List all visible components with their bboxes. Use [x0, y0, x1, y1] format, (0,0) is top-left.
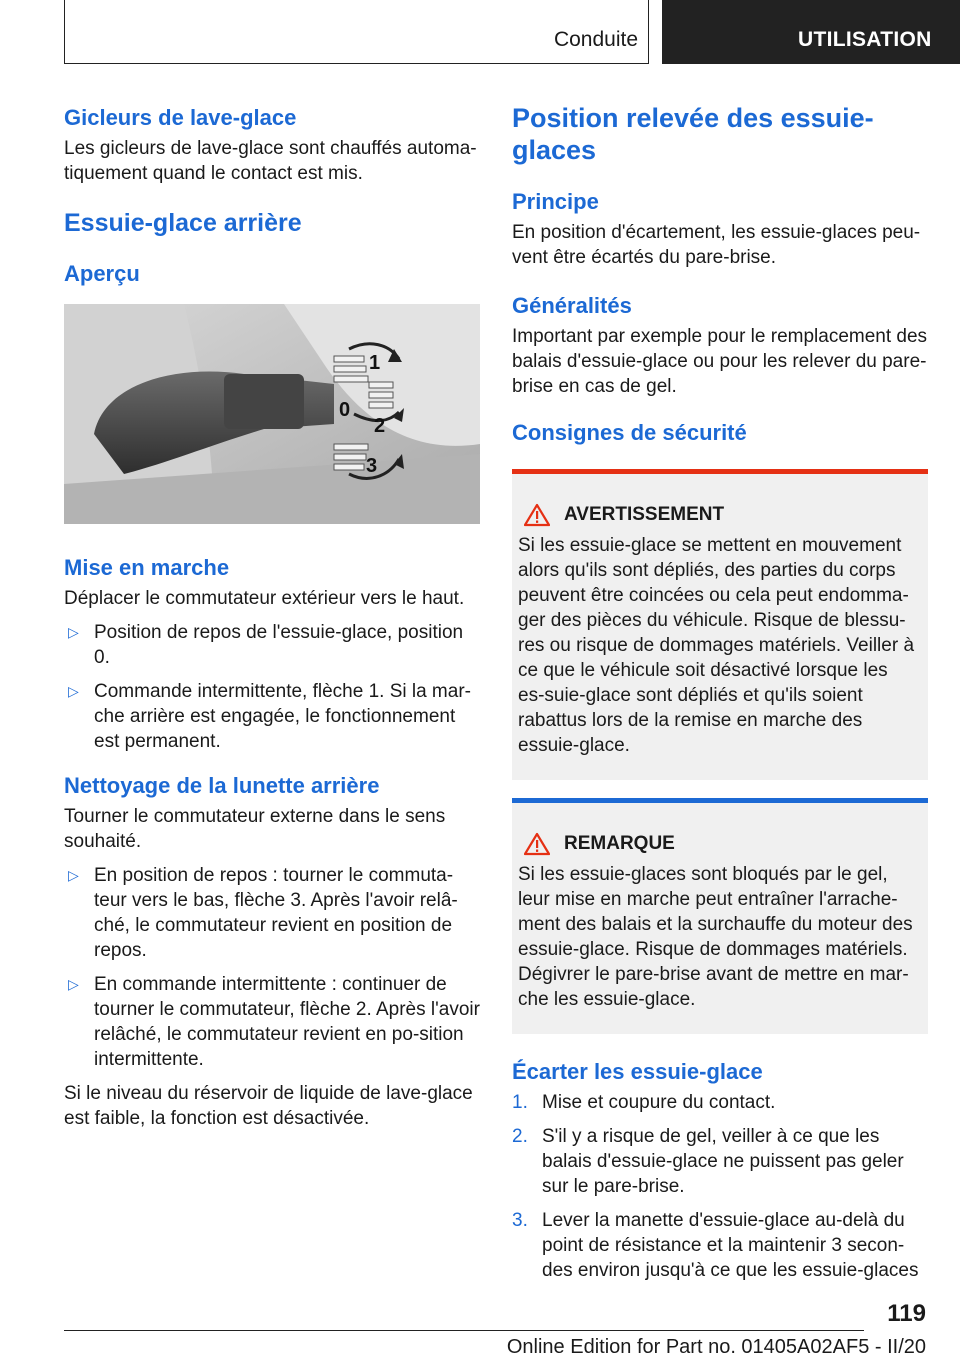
heading-consignes: Consignes de sécurité — [512, 420, 747, 445]
footer-divider — [64, 1330, 864, 1331]
warning-box — [512, 469, 928, 780]
step-item: 2. S'il y a risque de gel, veiller à ce que les balais d'essuie-glace ne puissent pas geler sur le pare-brise. — [512, 1126, 904, 1197]
nettoyage-list — [64, 863, 480, 1072]
heading-gicleurs: Gicleurs de lave-glace — [64, 105, 297, 130]
heading-mise-en-marche: Mise en marche — [64, 555, 230, 580]
wiper-switch-figure — [64, 304, 480, 524]
figure-label-3: 3 — [366, 455, 378, 477]
note-title-row — [518, 831, 918, 856]
step-item: 3. Lever la manette d'essuie-glace au-delà du point de résistance et la maintenir 3 secon-des environ jusqu'à ce que les essuie-glaces — [512, 1210, 919, 1281]
list-item: ▷ En position de repos : tourner le commuta-teur vers le bas, flèche 3. Après l'avoir relâ-ché, le commutateur revient en position de repos. — [68, 865, 458, 961]
marche-list — [64, 620, 480, 754]
heading-generalites: Généralités — [512, 293, 632, 318]
note-triangle-icon — [524, 832, 550, 856]
note-text: Si les essuie-glaces sont bloqués par le gel, leur mise en marche peut entraîner l'arrache-ment des balais et la surchauffe du moteur des essuie-glace. Risque de dommages matériels. Dégivrer le pare-brise avant de mettre en mar-che les essuie-glace. — [518, 864, 913, 1010]
paragraph-nettoyage: Tourner le commutateur externe dans le sens souhaité. — [64, 806, 446, 852]
list-item: ▷ Position de repos de l'essuie-glace, position 0. — [68, 622, 464, 668]
heading-nettoyage: Nettoyage de la lunette arrière — [64, 773, 380, 798]
triangle-bullet-icon: ▷ — [68, 867, 79, 883]
warning-text: Si les essuie-glace se mettent en mouvement alors qu'ils sont dépliés, des parties du corps peuvent être coincées ou cela peut endomma-ger des pièces du véhicule. Risque de blessu-res ou risque de dommages matériels. Veiller à ce que le véhicule soit désactivé lorsque les es-suie-glace sont dépliés et qu'ils soient rabattus lors de la remise en marche des essuie-glace. — [518, 535, 915, 756]
ecarter-steps — [512, 1090, 928, 1283]
heading-apercu: Aperçu — [64, 261, 140, 286]
page-number: 119 — [887, 1300, 926, 1327]
heading-position-relevee: Position relevée des essuie-glaces — [512, 103, 874, 165]
warning-triangle-icon — [524, 503, 550, 527]
heading-essuie-glace-arriere: Essuie-glace arrière — [64, 209, 302, 237]
note-title: REMARQUE — [564, 833, 675, 854]
triangle-bullet-icon: ▷ — [68, 976, 79, 992]
wiper-switch-illustration — [64, 304, 480, 524]
figure-label-1: 1 — [369, 352, 381, 374]
step-item: 1. Mise et coupure du contact. — [512, 1092, 776, 1113]
right-column — [512, 100, 928, 1292]
header-section-title: Conduite — [553, 28, 638, 51]
triangle-bullet-icon: ▷ — [68, 683, 79, 699]
list-item: ▷ Commande intermittente, flèche 1. Si la mar-che arrière est engagée, le fonctionnement est permanent. — [68, 681, 471, 752]
figure-label-0: 0 — [339, 399, 351, 421]
figure-label-2: 2 — [374, 415, 386, 437]
paragraph-mise-en-marche: Déplacer le commutateur extérieur vers le haut. — [64, 588, 465, 609]
left-column — [64, 100, 480, 1131]
heading-principe: Principe — [512, 189, 599, 214]
triangle-bullet-icon: ▷ — [68, 624, 79, 640]
footer-edition: Online Edition for Part no. 01405A02AF5 - II/20 — [506, 1336, 926, 1358]
warning-title: AVERTISSEMENT — [564, 504, 725, 525]
paragraph-principe: En position d'écartement, les essuie-glaces peu-vent être écartés du pare-brise. — [512, 222, 921, 268]
header-chapter-tab: UTILISATION — [662, 0, 960, 64]
warning-title-row — [518, 502, 918, 527]
note-box — [512, 798, 928, 1034]
paragraph-generalites: Important par exemple pour le remplacement des balais d'essuie-glace ou pour les relever du pare-brise en cas de gel. — [512, 326, 928, 397]
paragraph-gicleurs: Les gicleurs de lave-glace sont chauffés automa-tiquement quand le contact est mis. — [64, 138, 477, 184]
heading-ecarter: Écarter les essuie-glace — [512, 1059, 763, 1084]
paragraph-niveau: Si le niveau du réservoir de liquide de lave-glace est faible, la fonction est désactivée. — [64, 1083, 473, 1129]
list-item: ▷ En commande intermittente : continuer de tourner le commutateur, flèche 2. Après l'avoir relâché, le commutateur revient en po-sition intermittente. — [68, 974, 480, 1070]
